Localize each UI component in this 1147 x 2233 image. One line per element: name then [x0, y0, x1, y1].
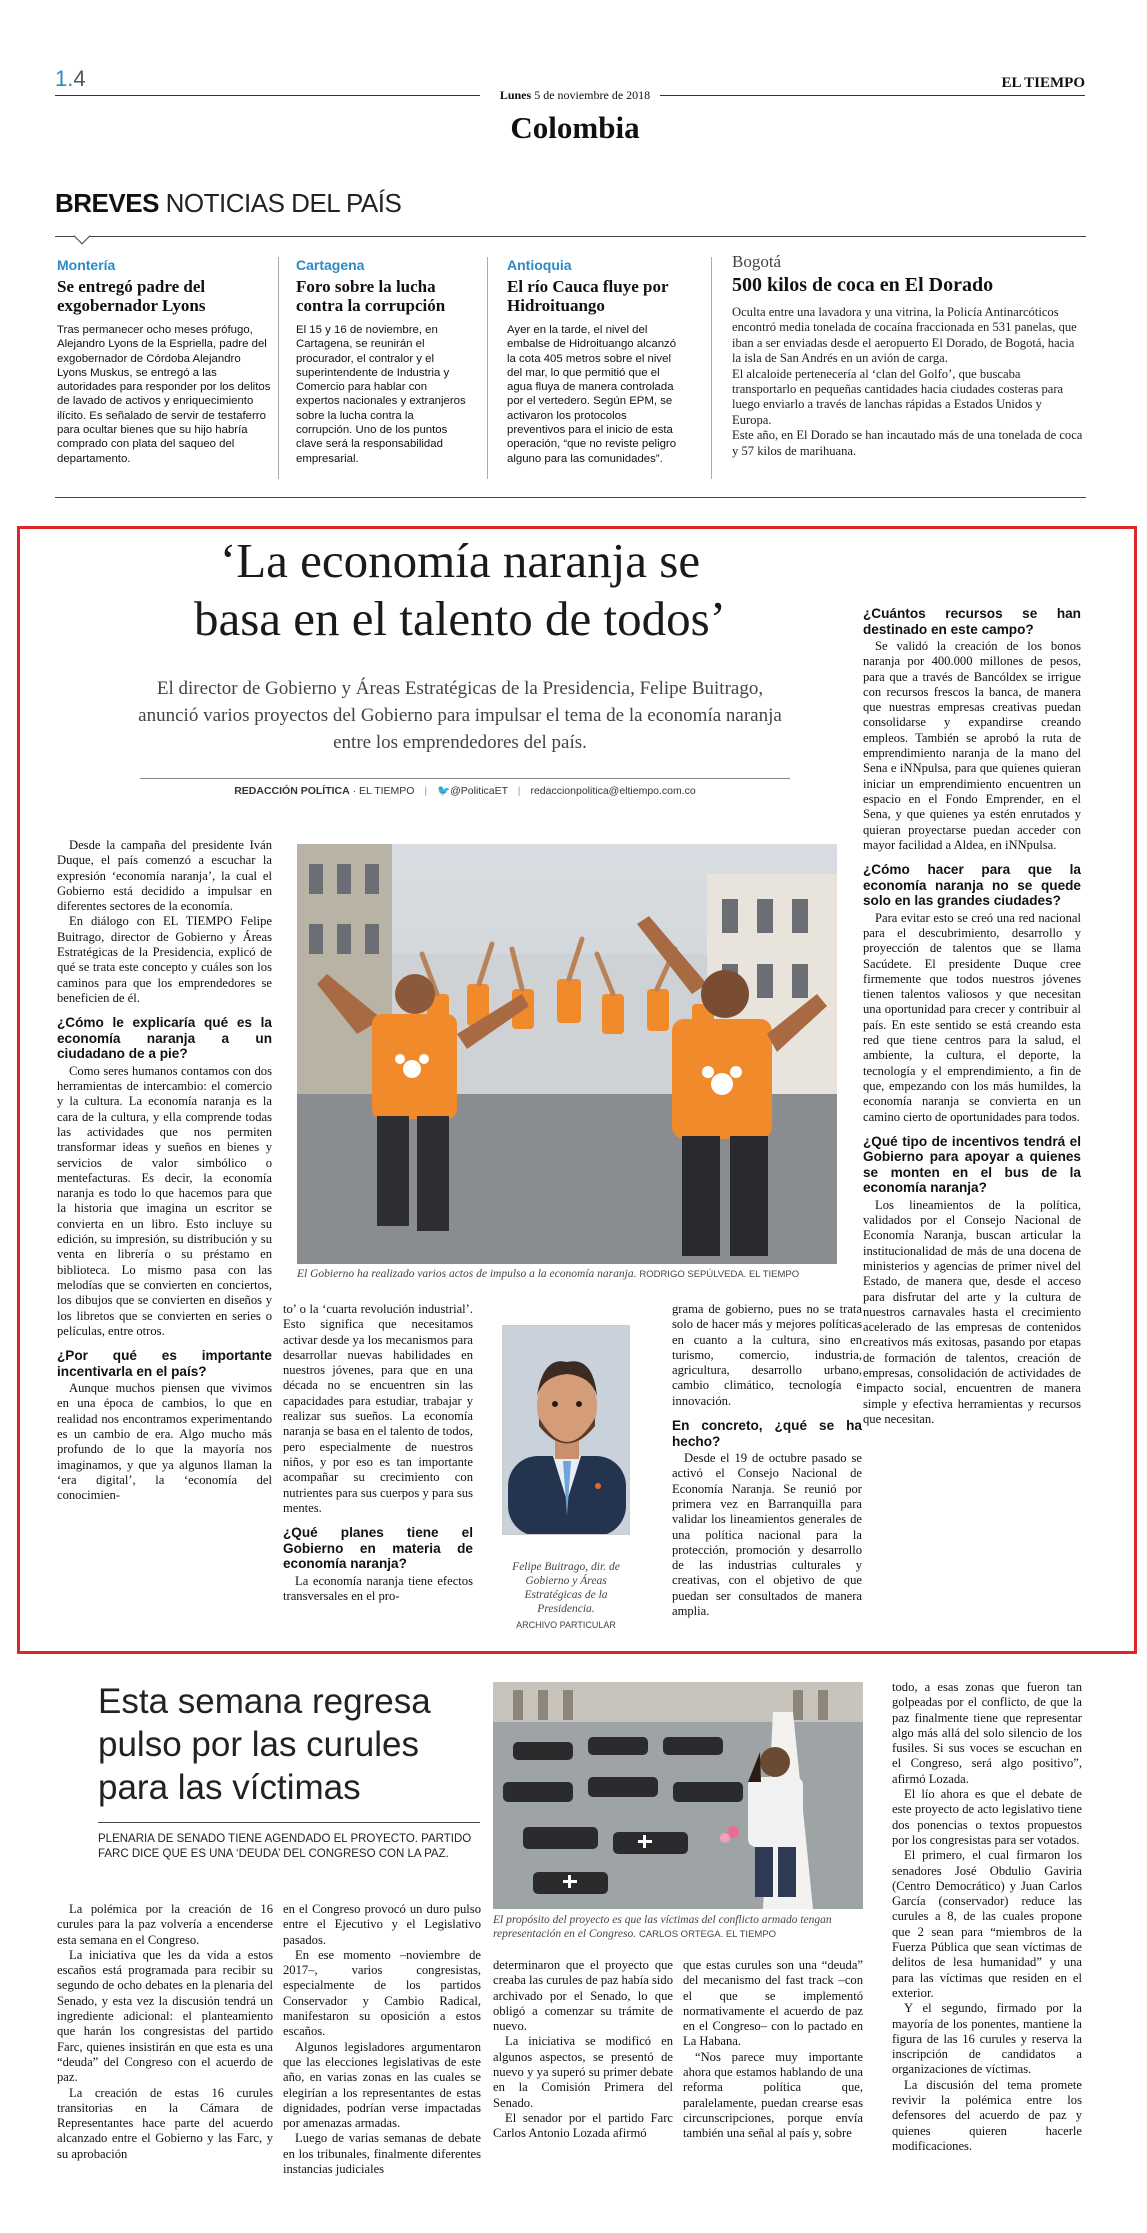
breve-paragraph: Este año, en El Dorado se han incautado más de una tonelada de coca y 57 kilos de marihuana.	[732, 428, 1083, 458]
main-column-3	[672, 1302, 862, 1619]
main-column-2	[283, 1302, 473, 1604]
breve-body: Tras permanecer ocho meses prófugo, Alejandro Lyons de la Espriella, padre del exgobernador de Córdoba Alejandro Lyons Muskus, se entregó a las autoridades para responder por los delitos de lavado de activos y enriquecimiento ilícito. Es señalado de servir de testaferro para ocultar bienes que su hijo habría comprado con plata del saqueo del departamento.	[57, 324, 271, 465]
breve-body: El 15 y 16 de noviembre, en Cartagena, se reunirán el procurador, el contralor y el superintendente de Industria y Comercio para hablar con expertos nacionales y extranjeros sobre la lucha contra la corrupción. Uno de los puntos clave será la responsabilidad empresarial.	[296, 324, 466, 465]
paragraph: La economía naranja tiene efectos transversales en el pro-	[283, 1573, 473, 1603]
breve-monteria	[57, 257, 272, 466]
paragraph: “Nos parece muy importante ahora que estamos hablando de una reforma política que, paralelamente, puedan crearse esas circunscripciones, porque envía también una señal al país y, sobre	[683, 2049, 863, 2141]
breve-title: Foro sobre la lucha contra la corrupción	[296, 277, 446, 315]
header-rule-right	[660, 95, 1085, 96]
byline-rule	[140, 778, 790, 779]
paragraph: Como seres humanos contamos con dos herramientas de intercambio: el comercio y la cultura. La economía naranja es la cara de la cultura, y ella comprende todas las actividades que nos permiten transformar ideas y sueños en bienes y servicios de valor simbólico o mentefacturas. Es decir, la economía naranja es todo lo que hacemos para que la historia que imagina un escritor se convierta en un libro. Esto incluye su edición, su impresión, su distribución y su venta en librería o su préstamo en biblioteca. Lo mismo pasa con las melodías que se convierten en conciertos, los dibujos que se convierten en diseños y los libretos que se convierten en series o películas, entre otros.	[57, 1063, 272, 1338]
main-headline	[40, 532, 880, 648]
breves-bottom-rule	[55, 497, 1086, 498]
paragraph: En ese momento –noviembre de 2017–, varios congresistas, especialmente de los partidos Conservador y Cambio Radical, manifestaron su oposición a estos escaños.	[283, 1947, 481, 2039]
photo-credit: ARCHIVO PARTICULAR	[516, 1620, 616, 1630]
paragraph: en el Congreso provocó un duro pulso entre el Ejecutivo y el Legislativo pasados.	[283, 1902, 481, 1947]
caption-text: El propósito del proyecto es que las víctimas del conflicto armado tengan representación en el Congreso.	[493, 1914, 832, 1940]
breves-label: BREVES NOTICIAS DEL PAÍS	[55, 188, 402, 218]
paragraph: Para evitar esto se creó una red nacional para el descubrimiento, desarrollo y proyección de talentos que se llama Sacúdete. El presidente Duque cree firmemente que todos nuestros jóvenes tienen talentos valiosos y que necesitan una oportunidad para crecer y contribuir al país. En este sentido se está creando esta red que tiene centros para la salud, el ambiente, la cultura, el deporte, la tecnología y el emprendimiento, a fin de que, empezando con los más humildes, la economía naranja se convierta en un camino cierto de oportunidades para todos.	[863, 910, 1081, 1124]
paragraph: La polémica por la creación de 16 curules para la paz volvería a encenderse esta semana en el Congreso.	[57, 1902, 273, 1947]
main-deck: El director de Gobierno y Áreas Estratégicas de la Presidencia, Felipe Buitrago, anunció varios proyectos del Gobierno para impulsar el tema de la economía naranja entre los emprendedores del país.	[138, 678, 782, 753]
header-rule-left	[55, 95, 480, 96]
breve-paragraph: Oculta entre una lavadora y una vitrina, la Policía Antinarcóticos encontró media tonelada de cocaína fraccionada en 531 panelas, que iban a ser enviadas desde el aeropuerto El Dorado, de Bogotá, hacia la isla de San Andrés en un avión de carga.	[732, 305, 1077, 366]
breve-body	[732, 305, 1084, 459]
question-heading: ¿Cómo le explicaría qué es la economía naranja a un ciudadano de a pie?	[57, 1015, 272, 1062]
paragraph: La iniciativa que les da vida a estos escaños está programada para recibir su segundo de ocho debates en la plenaria del Senado, y esta vez la discusión tendrá un ingrediente adicional: el planteamiento que harán los congresistas del partido Farc, quienes insistirán en que esta es una “deuda” del Congreso con el acuerdo de paz.	[57, 1947, 273, 2085]
photo-credit: RODRIGO SEPÚLVEDA. EL TIEMPO	[639, 1269, 800, 1280]
paragraph: La iniciativa se modificó en algunos aspectos, se presentó de nuevo y ya superó su primer debate en la Comisión Primera del Senado.	[493, 2034, 673, 2110]
photo-caption	[297, 1268, 837, 1280]
second-photo	[493, 1682, 863, 1909]
breves-rule	[55, 236, 1086, 237]
byline: REDACCIÓN POLÍTICA · EL TIEMPO | 🐦@PoliticaET | redaccionpolitica@eltiempo.com.co	[234, 785, 696, 797]
question-heading: ¿Por qué es importante incentivarla en el país?	[57, 1348, 272, 1379]
caption-text: Felipe Buitrago, dir. de Gobierno y Áreas Estratégicas de la Presidencia.	[512, 1561, 620, 1615]
paragraph: determinaron que el proyecto que creaba las curules de paz había sido archivado por el Senado, lo que obligó a comenzar su trámite de nuevo.	[493, 1958, 673, 2034]
paragraph: Y el segundo, firmado por la mayoría de los ponentes, mantiene la figura de las 16 curules y reserva la inscripción de candidatos a organizaciones de víctimas.	[892, 2001, 1082, 2077]
breve-city: Cartagena	[296, 257, 365, 273]
breve-paragraph: El alcaloide pertenecería al ‘clan del Golfo’, que buscaba transportarlo en pequeñas cantidades hacia ciudades costeras para luego enviarlo a través de lanchas rápidas a Estados Unidos y Europa.	[732, 366, 1064, 427]
paragraph: Luego de varias semanas de debate en los tribunales, finalmente diferentes instancias judiciales	[283, 2131, 481, 2177]
caption-text: El Gobierno ha realizado varios actos de impulso a la economía naranja.	[297, 1268, 637, 1280]
byline-email[interactable]: redaccionpolitica@eltiempo.com.co	[530, 785, 696, 797]
second-headline: Esta semana regresa pulso por las curules para las víctimas	[98, 1682, 431, 1807]
question-heading: ¿Qué tipo de incentivos tendrá el Gobierno para apoyar a quienes se monten en el bus de la economía naranja?	[863, 1133, 1081, 1196]
second-photo-caption	[493, 1914, 863, 1941]
main-column-1	[57, 838, 272, 1503]
column-divider	[487, 257, 488, 479]
paragraph: En diálogo con EL TIEMPO Felipe Buitrago, director de Gobierno y Áreas Estratégicas de la Presidencia, explicó de qué se trata este concepto y cuáles son los caminos para que los emprendedores se beneficien de él.	[57, 914, 272, 1005]
breves-notch	[74, 228, 91, 245]
paragraph: to’ o la ‘cuarta revolución industrial’. Esto significa que necesitamos activar desde ya los mecanismos para desarrollar nuevas habilidades en nuestros jóvenes, para que en una década no se encuentren sin las capacidades para estudiar, trabajar y realizar sus sueños. La economía naranja se basa en el talento de todos, pero especialmente de nuestros niños, y por eso es tan importante acompañar su crecimiento con nutrientes para sus cuerpos y para sus mentes.	[283, 1302, 473, 1515]
question-heading: ¿Cómo hacer para que la economía naranja no se quede solo en las grandes ciudades?	[863, 862, 1081, 909]
deck-rule	[98, 1822, 480, 1823]
breve-cartagena	[296, 257, 466, 466]
breve-city: Bogotá	[732, 252, 782, 271]
headline-line: basa en el talento de todos’	[193, 591, 726, 646]
paragraph: Aunque muchos piensen que vivimos en una época de cambios, lo que en realidad nos encontramos experimentando es un cambio de era. Algo mucho más profundo de lo que la mayoría nos imaginamos, y que ya algunos llaman la ‘era digital’, la ‘economía del conocimien-	[57, 1381, 272, 1503]
second-column-3	[493, 1958, 673, 2142]
breve-title: El río Cauca fluye por Hidroituango	[507, 277, 669, 315]
second-column-2	[283, 1902, 481, 2177]
portrait-caption	[502, 1560, 630, 1632]
paragraph: El lío ahora es que el debate de este proyecto de acto legislativo tiene dos ponencias o textos propuestos por los congresistas para ser votados.	[892, 1787, 1082, 1847]
column-divider	[711, 257, 712, 479]
paragraph: Algunos legisladores argumentaron que las elecciones legislativas de este año, en varias zonas en las cuales se elegirían a los representantes de estas dignidades, podrían verse impactadas por amenazas armadas.	[283, 2039, 481, 2131]
breve-title: Se entregó padre del exgobernador Lyons	[57, 277, 206, 315]
twitter-handle[interactable]: @PoliticaET	[450, 785, 508, 797]
paragraph: Se validó la creación de los bonos naranja por 400.000 millones de pesos, para que a través de Bancóldex se irrigue con recursos frescos la banca, de manera que nuestras empresas creativas puedan consolidarse y expandirse creando empleos. También se aprobó la ruta de emprendimiento naranja de la mano del Sena e iNNpulsa, para que quienes quieran iniciar un emprendimiento encuentren un espacio en el Fondo Emprender, en el Sena, y que quienes ya estén enrutados y quieran proyectarse puedan acceder con mayor facilidad a Aldea, en iNNpulsa.	[863, 639, 1081, 852]
paragraph: La creación de estas 16 curules transitorias en la Cámara de Representantes hace parte del acuerdo alcanzado entre el Gobierno y las Farc, y su aprobación	[57, 2085, 273, 2161]
question-heading: ¿Qué planes tiene el Gobierno en materia de economía naranja?	[283, 1525, 473, 1572]
breve-bogota	[732, 252, 1084, 459]
second-column-5	[892, 1680, 1082, 2154]
breve-city: Montería	[57, 257, 116, 273]
second-deck: PLENARIA DE SENADO TIENE AGENDADO EL PROYECTO. PARTIDO FARC DICE QUE ES UNA ‘DEUDA’ DEL CONGRESO CON LA PAZ.	[98, 1833, 472, 1860]
paragraph: El primero, el cual firmaron los senadores José Obdulio Gaviria (Centro Democrático) y Juan Carlos García (conservador) reduce las curules a 8, de las cuales propone que 2 sean para “miembros de la Fuerza Pública que sean víctimas de delitos de lesa humanidad” y una para las víctimas que residen en el exterior.	[892, 1848, 1082, 2000]
brand-logo: EL TIEMPO	[1001, 75, 1085, 91]
breve-title: 500 kilos de coca en El Dorado	[732, 274, 994, 296]
paragraph: Desde la campaña del presidente Iván Duque, el país comenzó a escuchar la expresión ‘economía naranja’, la cual el Gobierno está decidido a impulsar en diferentes sectores de la economía.	[57, 838, 272, 914]
question-heading: En concreto, ¿qué se ha hecho?	[672, 1418, 862, 1449]
breve-antioquia	[507, 257, 687, 466]
issue-date: Lunes 5 de noviembre de 2018	[499, 88, 651, 102]
paragraph: todo, a esas zonas que fueron tan golpeadas por el conflicto, de que la paz finalmente tiene que representar algo más allá del solo silencio de los fusiles. Si sus voces se escuchan en el Congreso, será algo positivo”, afirmó Lozada.	[892, 1680, 1082, 1786]
paragraph: La discusión del tema promete revivir la polémica entre los defensores del acuerdo de paz y quienes quieren hacerle modificaciones.	[892, 2077, 1082, 2153]
breve-body: Ayer en la tarde, el nivel del embalse de Hidroituango alcanzó la cota 405 metros sobre el nivel del mar, lo que permitió que el agua fluya de manera controlada por el vertedero. Según EPM, se activaron los protocolos preventivos para el inicio de esta operación, “que no reviste peligro alguno para las comunidades”.	[507, 324, 677, 465]
paragraph: grama de gobierno, pues no se trata solo de hacer más y mejores políticas en cuanto a la cultura, sino en turismo, comercio, industria, agricultura, desarrollo urbano, cambio climático, tecnología e innovación.	[672, 1302, 862, 1408]
page-number: 1.4	[55, 66, 86, 91]
question-heading: ¿Cuántos recursos se han destinado en este campo?	[863, 606, 1081, 637]
section-title: Colombia	[510, 110, 640, 145]
headline-line: ‘La economía naranja se	[219, 533, 701, 588]
column-divider	[278, 257, 279, 479]
main-column-4	[863, 606, 1081, 1427]
main-photo	[297, 844, 837, 1264]
paragraph: Desde el 19 de octubre pasado se activó el Consejo Nacional de Economía Naranja. Se reunió por primera vez en Barranquilla para validar los lineamientos generales de una política nacional para la protección, promoción y desarrollo de las industrias culturales y creativas, con el objetivo de que puedan ser consultados de manera amplia.	[672, 1451, 862, 1619]
byline-author: REDACCIÓN POLÍTICA	[234, 785, 350, 797]
breve-city: Antioquia	[507, 257, 572, 273]
second-column-1	[57, 1902, 273, 2162]
photo-credit: CARLOS ORTEGA. EL TIEMPO	[638, 1928, 777, 1940]
byline-outlet: · EL TIEMPO	[349, 785, 415, 797]
paragraph: Los lineamientos de la política, validados por el Consejo Nacional de Economía Naranja, buscan articular la institucionalidad de más de una docena de ministerios y agencias de primer nivel del Estado, de manera que, desde el acceso para disfrutar del arte y la cultura de nuestros carnavales hasta el crecimiento acelerado de las empresas de contenidos creativos más exitosas, pasando por etapas de formación de talentos, creación de empresas, consolidación de actividades de impacto social, encuentren de manera simple y efectiva herramientas y recursos que necesitan.	[863, 1197, 1081, 1426]
twitter-icon: 🐦	[437, 785, 451, 797]
paragraph: El senador por el partido Farc Carlos Antonio Lozada afirmó	[493, 2110, 673, 2141]
second-column-4	[683, 1958, 863, 2142]
portrait-photo	[502, 1325, 630, 1535]
paragraph: que estas curules son una “deuda” del mecanismo del fast track –con el que se implementó normativamente el acuerdo de paz en el Congreso– con lo pactado en La Habana.	[683, 1958, 863, 2049]
